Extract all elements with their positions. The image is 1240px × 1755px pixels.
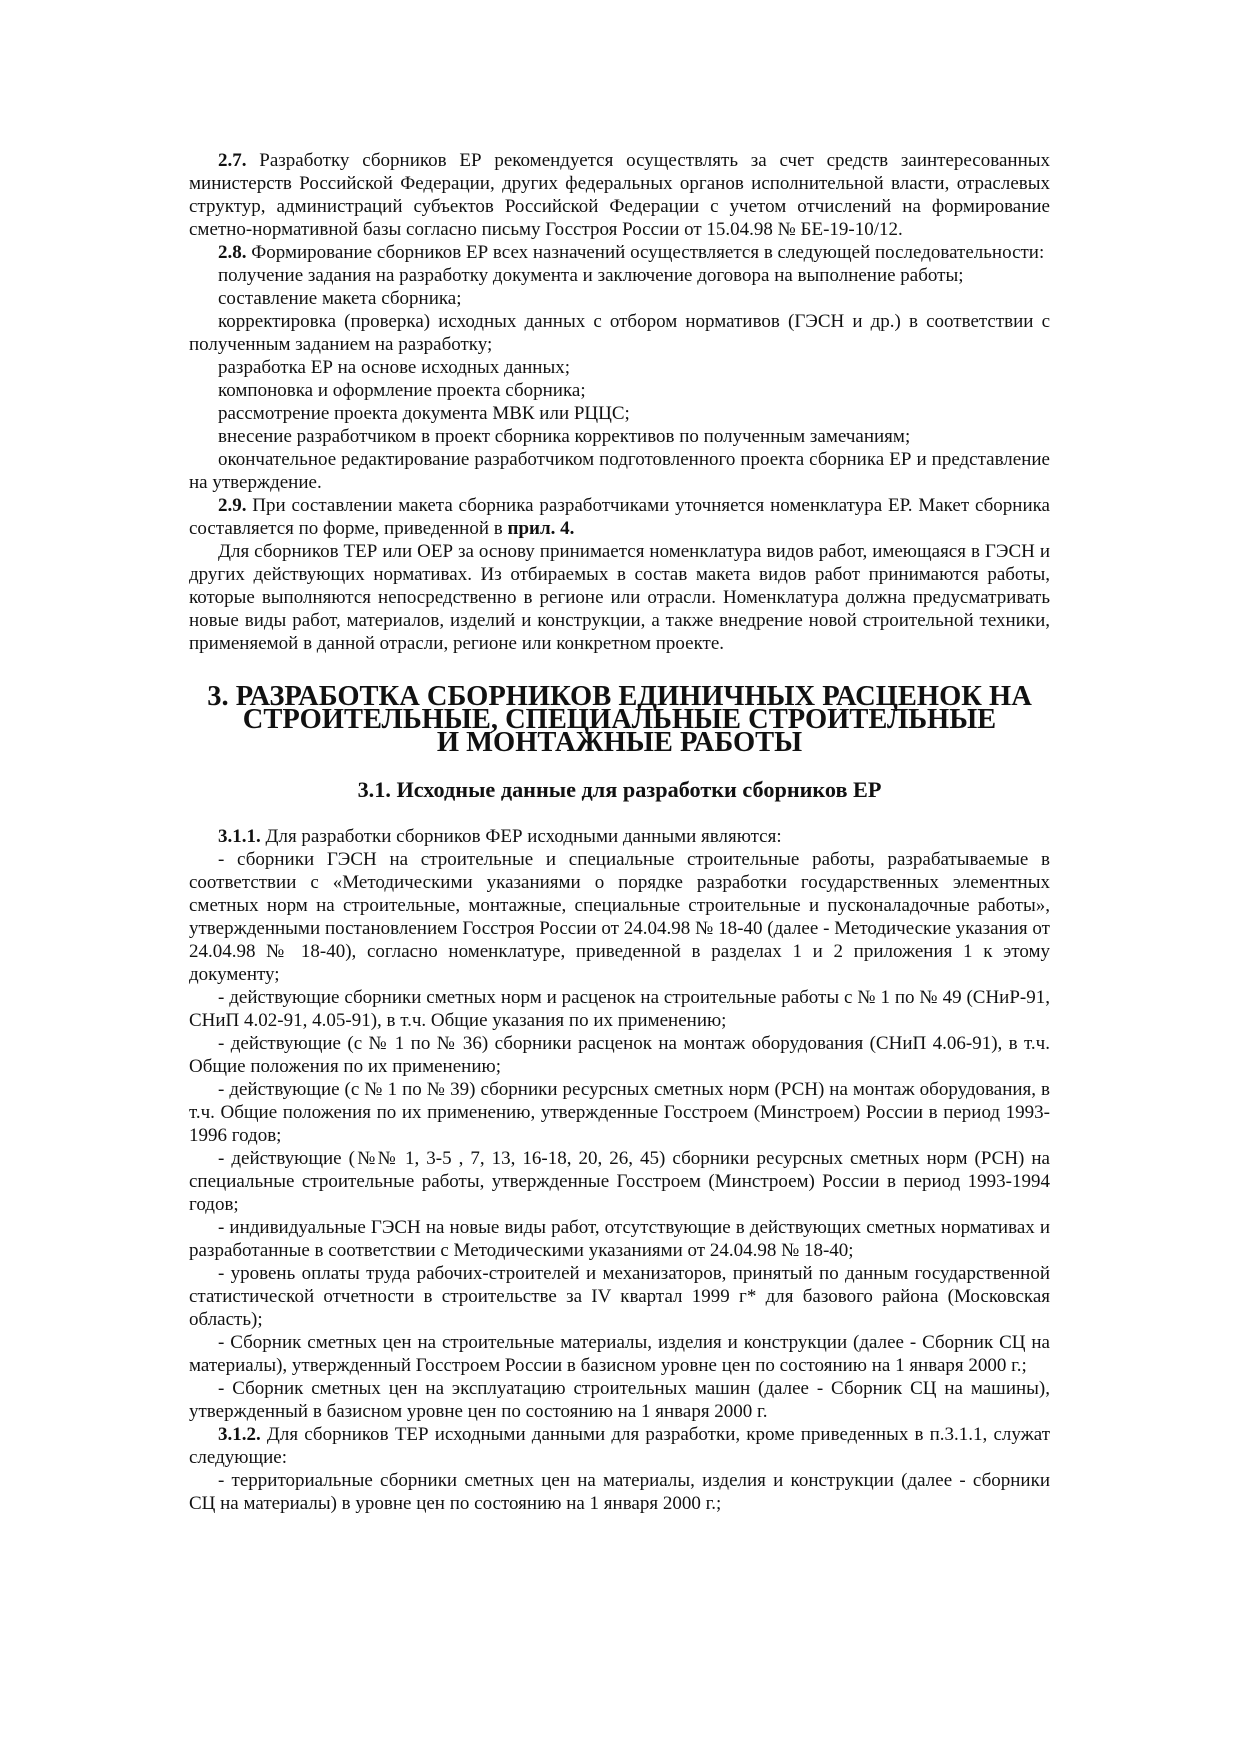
list-item: - действующие (№№ 1, 3-5 , 7, 13, 16-18, 20, 26, 45) сборники ресурсных сметных норм (РСН) на специальные строительные работы, утвержденные Госстроем (Минстроем) России в период 1993-1994 годов;: [189, 1148, 1050, 1215]
list-item: - сборники ГЭСН на строительные и специальные строительные работы, разрабатываемые в соответствии с «Методическими указаниями о порядке разработки государственных элементных сметных норм на строительные, монтажные, специальные строительные и пусконаладочные работы», утвержденными постановлением Госстроя России от 24.04.98 № 18-40 (далее - Методические указания от 24.04.98 № 18-40), согласно номенклатуре, приведенной в разделах 1 и 2 приложения 1 к этому документу;: [189, 849, 1050, 985]
list-item: - действующие (с № 1 по № 39) сборники ресурсных сметных норм (РСН) на монтаж оборудования, в т.ч. Общие положения по их применению, утвержденные Госстроем (Минстроем) России в период 1993-1996 годов;: [189, 1079, 1050, 1146]
list-item: получение задания на разработку документа и заключение договора на выполнение работы;: [218, 265, 964, 286]
paragraph-2-9: 2.9. При составлении макета сборника разработчиками уточняется номенклатура ЕР. Макет сборника составляется по форме, приведенной в прил. 4.: [189, 495, 1050, 539]
section-3-1: [189, 825, 1050, 1515]
section-heading-line: 3. РАЗРАБОТКА СБОРНИКОВ ЕДИНИЧНЫХ РАСЦЕНОК НА: [207, 681, 1032, 712]
paragraph-2-8: 2.8. Формирование сборников ЕР всех назначений осуществляется в следующей последовательности:: [218, 242, 1045, 263]
list-item: рассмотрение проекта документа МВК или РЦЦС;: [218, 403, 630, 424]
list-item: - Сборник сметных цен на строительные материалы, изделия и конструкции (далее - Сборник СЦ на материалы), утвержденный Госстроем России в базисном уровне цен по состоянию на 1 января 2000 г.;: [189, 1332, 1050, 1376]
list-item: - Сборник сметных цен на эксплуатацию строительных машин (далее - Сборник СЦ на машины), утвержденный в базисном уровне цен по состоянию на 1 января 2000 г.: [189, 1378, 1050, 1422]
section-heading: [189, 681, 1050, 758]
section-heading-line: СТРОИТЕЛЬНЫЕ, СПЕЦИАЛЬНЫЕ СТРОИТЕЛЬНЫЕ: [242, 704, 997, 735]
section-heading-line: И МОНТАЖНЫЕ РАБОТЫ: [436, 727, 803, 758]
subsection-heading: 3.1. Исходные данные для разработки сборников ЕР: [357, 777, 882, 802]
appendix-reference: прил. 4.: [507, 518, 575, 539]
list-item: разработка ЕР на основе исходных данных;: [218, 357, 571, 378]
list-item: - индивидуальные ГЭСН на новые виды работ, отсутствующие в действующих сметных нормативах и разработанные в соответствии с Методическими указаниями от 24.04.98 № 18-40;: [189, 1217, 1050, 1261]
list-item: окончательное редактирование разработчиком подготовленного проекта сборника ЕР и представление на утверждение.: [189, 449, 1050, 493]
list-item: - действующие (с № 1 по № 36) сборники расценок на монтаж оборудования (СНиП 4.06-91), в т.ч. Общие положения по их применению;: [189, 1033, 1050, 1077]
list-item: - действующие сборники сметных норм и расценок на строительные работы с № 1 по № 49 (СНиР-91, СНиП 4.02-91, 4.05-91), в т.ч. Общие указания по их применению;: [189, 987, 1050, 1031]
list-item: корректировка (проверка) исходных данных с отбором нормативов (ГЭСН и др.) в соответствии с полученным заданием на разработку;: [189, 311, 1050, 355]
document-page: [189, 149, 1050, 1515]
paragraph-2-7: 2.7. Разработку сборников ЕР рекомендуется осуществлять за счет средств заинтересованных министерств Российской Федерации, других федеральных органов исполнительной власти, отраслевых структур, администраций субъектов Российской Федерации с учетом отчислений на формирование сметно-нормативной базы согласно письму Госстроя России от 15.04.98 № БЕ-19-10/12.: [189, 150, 1050, 240]
list-item: составление макета сборника;: [218, 288, 462, 309]
list-item: - территориальные сборники сметных цен на материалы, изделия и конструкции (далее - сборники СЦ на материалы) в уровне цен по состоянию на 1 января 2000 г.;: [189, 1470, 1050, 1514]
list-item: компоновка и оформление проекта сборника;: [218, 380, 586, 401]
paragraph-3-1-2: 3.1.2. Для сборников ТЕР исходными данными для разработки, кроме приведенных в п.3.1.1, служат следующие:: [189, 1424, 1050, 1468]
paragraph-3-1-1: 3.1.1. Для разработки сборников ФЕР исходными данными являются:: [218, 826, 782, 847]
paragraph-ter-oer: Для сборников ТЕР или ОЕР за основу принимается номенклатура видов работ, имеющаяся в ГЭСН и других действующих нормативах. Из отбираемых в состав макета видов работ принимаются работы, которые выполняются непосредственно в регионе или отрасли. Номенклатура должна предусматривать новые виды работ, материалов, изделий и конструкции, а также внедрение новой строительной техники, применяемой в данной отрасли, регионе или конкретном проекте.: [189, 541, 1050, 654]
list-item: - уровень оплаты труда рабочих-строителей и механизаторов, принятый по данным государственной статистической отчетности в строительстве за IV квартал 1999 г* для базового района (Московская область);: [189, 1263, 1050, 1330]
list-item: внесение разработчиком в проект сборника коррективов по полученным замечаниям;: [218, 426, 911, 447]
section-2-continuation: [189, 149, 1050, 655]
